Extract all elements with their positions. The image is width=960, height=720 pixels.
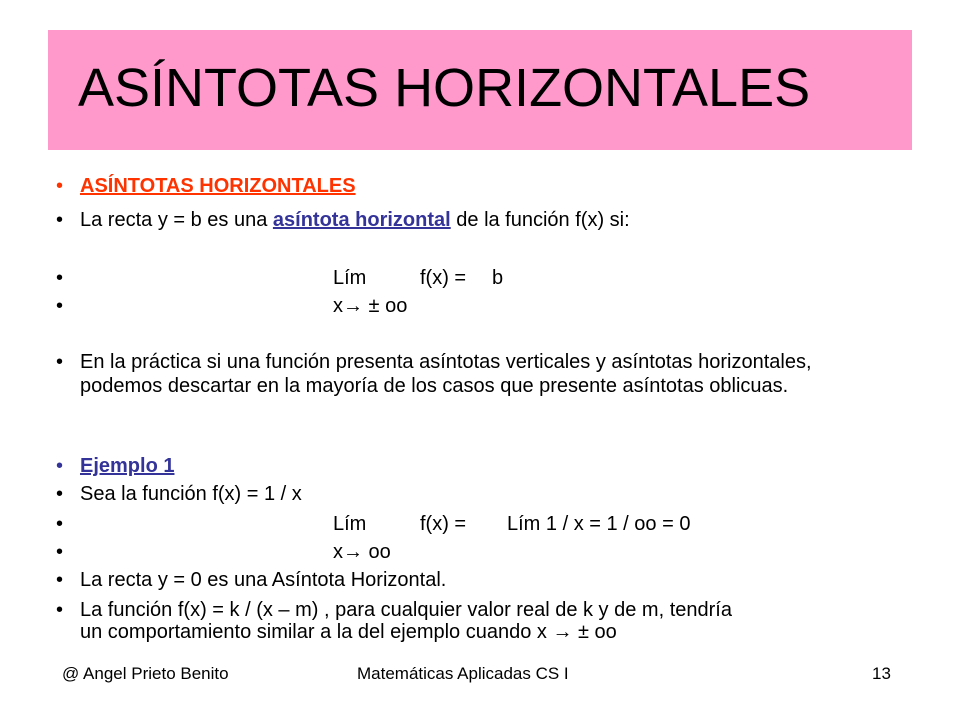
asintota-horizontal-link[interactable]: asíntota horizontal [272, 209, 451, 231]
limit-word: Lím [333, 267, 367, 289]
bullet: • [56, 513, 64, 535]
footer-page-number: 13 [872, 664, 891, 683]
general-line-2-text: un comportamiento similar a la del ejemplo cuando x [80, 621, 553, 643]
footer-author: @ Angel Prieto Benito [62, 664, 229, 683]
bullet: • [56, 569, 64, 591]
arrow-right-icon: → [552, 621, 573, 643]
example-function: Sea la función f(x) = 1 / x [80, 483, 302, 505]
x-var: x [333, 541, 343, 563]
bullet: • [56, 175, 64, 197]
bullet: • [56, 209, 64, 231]
approach-value: ± oo [363, 295, 408, 317]
definition-line [80, 208, 630, 232]
practice-paragraph: En la práctica si una función presenta asíntotas verticales y asíntotas horizontales, podemos descartar en la mayoría de los casos que presente asíntotas oblicuas. [80, 351, 812, 397]
limit-fx: f(x) = [420, 267, 467, 289]
arrow-right-icon: → [343, 295, 363, 317]
footer-course: Matemáticas Aplicadas CS I [357, 664, 569, 683]
arrow-right-icon: → [343, 541, 363, 563]
example-limit-word: Lím [333, 513, 367, 535]
limit-b: b [492, 267, 504, 289]
bullet: • [56, 599, 64, 621]
example-approach-line [333, 540, 391, 564]
approach-line [333, 294, 407, 318]
general-line-1: La función f(x) = k / (x – m) , para cualquier valor real de k y de m, tendría [80, 599, 732, 621]
example-label[interactable]: Ejemplo 1 [80, 455, 175, 477]
section-heading [80, 174, 356, 198]
conclusion-line: La recta y = 0 es una Asíntota Horizontal. [80, 569, 447, 591]
definition-prefix: La recta y = b es una [80, 209, 273, 231]
bullet: • [56, 455, 64, 477]
bullet: • [56, 483, 64, 505]
slide-title: ASÍNTOTAS HORIZONTALES [78, 58, 811, 118]
bullet: • [56, 541, 64, 563]
bullet: • [56, 267, 64, 289]
example-approach-value: oo [363, 541, 391, 563]
definition-suffix: de la función f(x) si: [450, 209, 630, 231]
bullet: • [56, 295, 64, 317]
example-heading [80, 454, 174, 478]
example-limit-result: Lím 1 / x = 1 / oo = 0 [507, 513, 691, 535]
bullet: • [56, 351, 64, 373]
section-heading-text: ASÍNTOTAS HORIZONTALES [80, 175, 356, 197]
general-line-2 [80, 620, 617, 644]
x-var: x [333, 295, 343, 317]
example-limit-fx: f(x) = [420, 513, 467, 535]
general-line-2-end: ± oo [572, 621, 617, 643]
